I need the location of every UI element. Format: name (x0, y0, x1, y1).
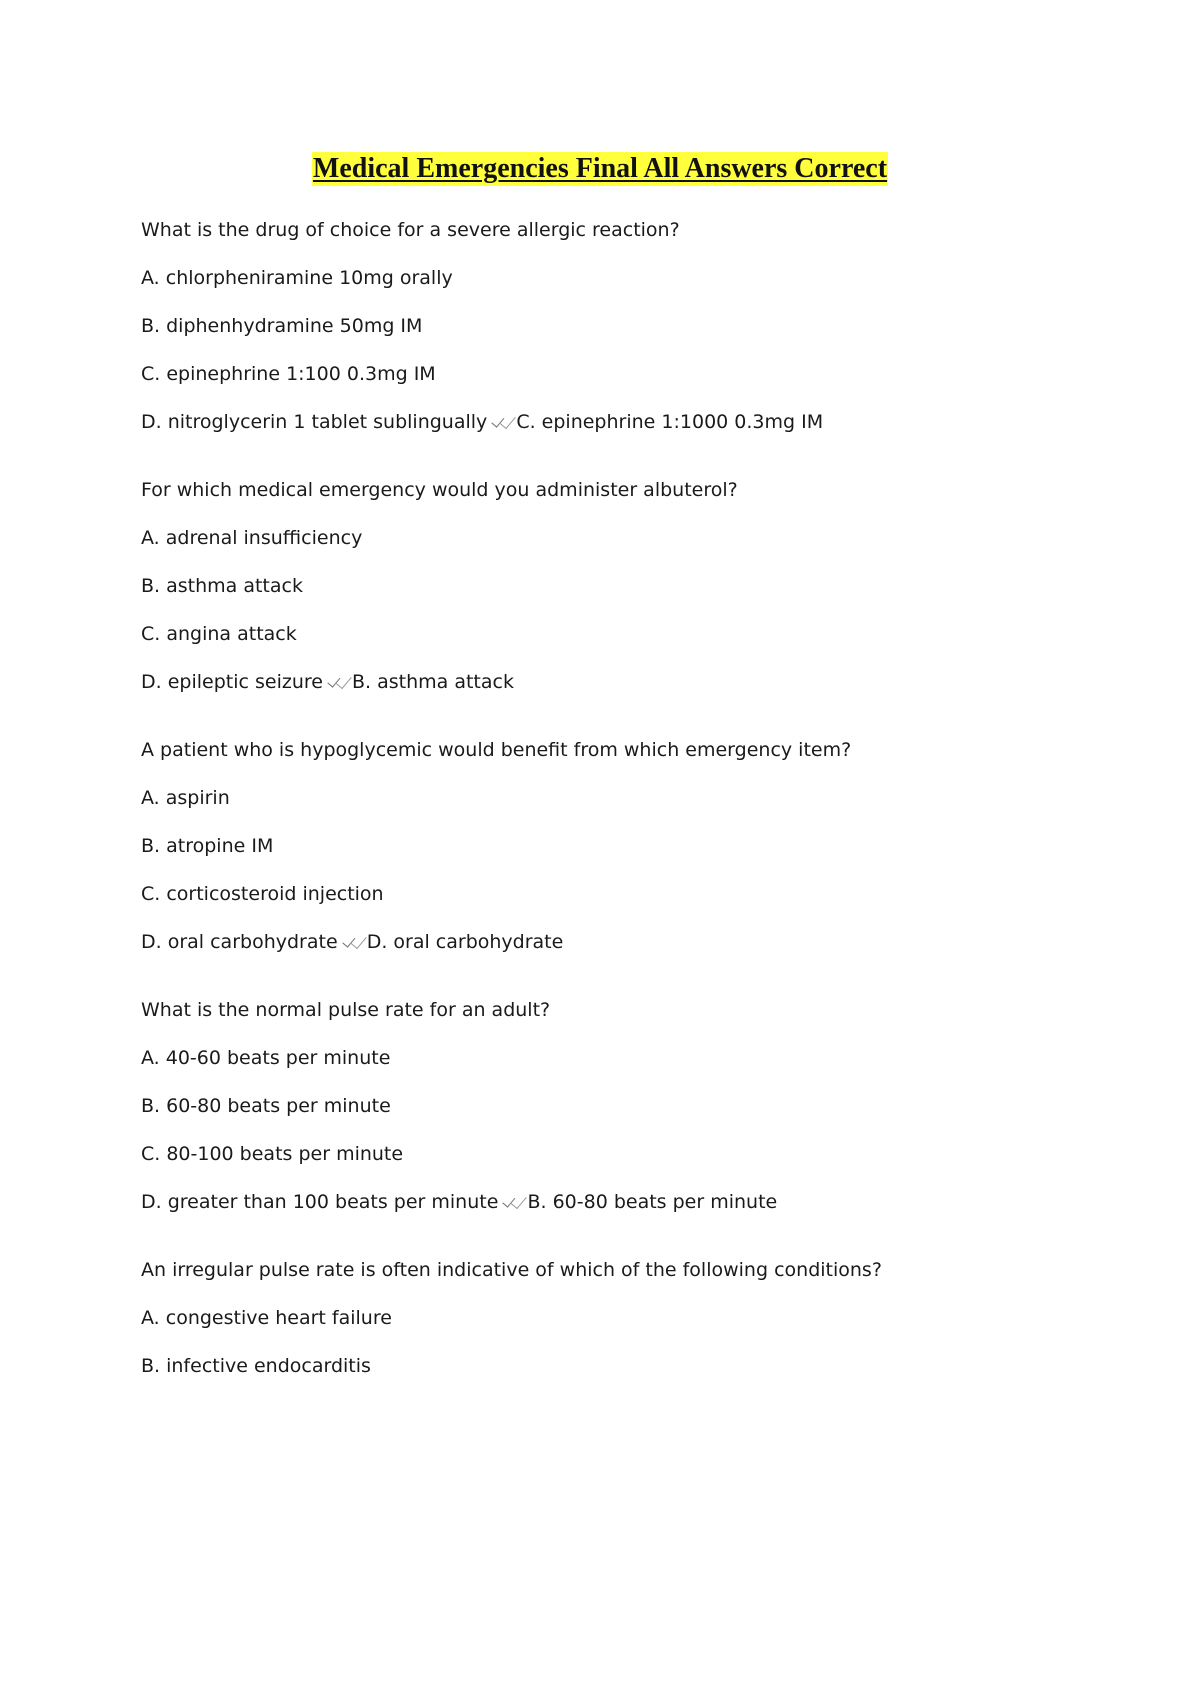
answer-option: D. nitroglycerin 1 tablet sublingually (141, 411, 488, 433)
answer-option: A. chlorpheniramine 10mg orally (141, 267, 453, 289)
answer-option: B. atropine IM (141, 835, 274, 857)
answer-option: D. oral carbohydrate (141, 931, 338, 953)
answer-option-with-key (141, 410, 1141, 434)
question-text: An irregular pulse rate is often indicative of which of the following conditions? (141, 1259, 882, 1281)
question-text: What is the drug of choice for a severe allergic reaction? (141, 219, 680, 241)
answer-option: B. asthma attack (141, 575, 303, 597)
answer-option: A. adrenal insufficiency (141, 527, 363, 549)
answer-option: C. epinephrine 1:100 0.3mg IM (141, 363, 436, 385)
answer-option: A. congestive heart failure (141, 1307, 392, 1329)
answer-option: C. angina attack (141, 623, 297, 645)
question-text: A patient who is hypoglycemic would benefit from which emergency item? (141, 739, 852, 761)
check-icon (347, 933, 366, 949)
question-block (141, 998, 1141, 1214)
document-content (141, 218, 1141, 1422)
answer-option: B. infective endocarditis (141, 1355, 371, 1377)
answer-option: B. diphenhydramine 50mg IM (141, 315, 423, 337)
check-icon (496, 413, 515, 429)
correct-answer: B. 60-80 beats per minute (527, 1191, 778, 1213)
correct-answer: B. asthma attack (352, 671, 514, 693)
check-icon (507, 1193, 526, 1209)
answer-option: A. aspirin (141, 787, 230, 809)
question-block (141, 218, 1141, 434)
correct-answer: D. oral carbohydrate (366, 931, 564, 953)
question-block (141, 738, 1141, 954)
answer-option: B. 60-80 beats per minute (141, 1095, 391, 1117)
title-wrap (0, 152, 1200, 186)
answer-option: A. 40-60 beats per minute (141, 1047, 391, 1069)
answer-option-with-key (141, 1190, 1141, 1214)
answer-option: D. epileptic seizure (141, 671, 323, 693)
answer-option: C. corticosteroid injection (141, 883, 384, 905)
answer-option-with-key (141, 930, 1141, 954)
question-text: For which medical emergency would you administer albuterol? (141, 479, 738, 501)
check-icon (332, 673, 351, 689)
document-title: Medical Emergencies Final All Answers Correct (312, 153, 888, 184)
question-text: What is the normal pulse rate for an adult? (141, 999, 551, 1021)
answer-option: D. greater than 100 beats per minute (141, 1191, 499, 1213)
answer-option: C. 80-100 beats per minute (141, 1143, 404, 1165)
correct-answer: C. epinephrine 1:1000 0.3mg IM (516, 411, 824, 433)
question-block (141, 478, 1141, 694)
answer-option-with-key (141, 670, 1141, 694)
question-block (141, 1258, 1141, 1378)
